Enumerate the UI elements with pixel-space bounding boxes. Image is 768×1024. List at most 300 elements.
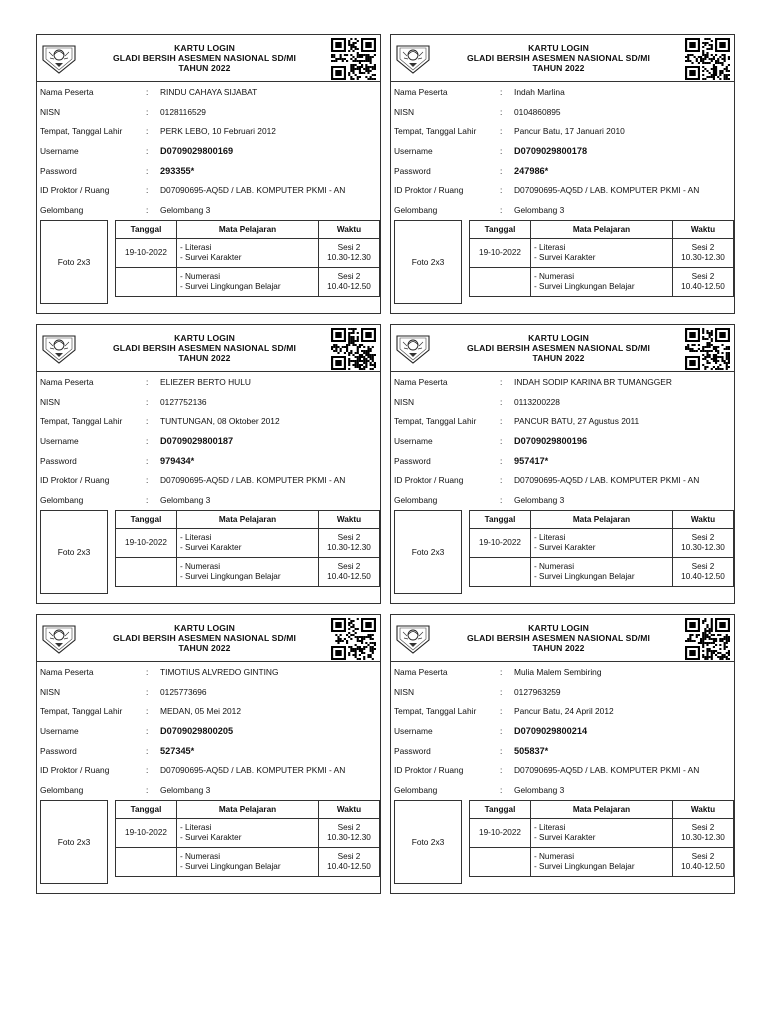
field-label: Nama Peserta	[40, 87, 94, 97]
time-range: 10.40-12.50	[327, 282, 371, 291]
table-header-row	[470, 221, 734, 239]
birth-place-date: Pancur Batu, 24 April 2012	[514, 706, 614, 717]
time-range: 10.40-12.50	[681, 572, 725, 581]
field-label: Tempat, Tanggal Lahir	[40, 416, 123, 427]
field-colon: :	[500, 87, 503, 97]
field-colon: :	[500, 165, 503, 176]
field-label: Gelombang	[40, 785, 84, 796]
field-row-nama	[394, 663, 734, 683]
participant-fields	[394, 663, 734, 801]
card-title	[435, 623, 682, 653]
birth-place-date: TUNTUNGAN, 08 Oktober 2012	[160, 416, 280, 427]
field-label: Username	[40, 146, 79, 157]
title-line: KARTU LOGIN	[528, 333, 589, 343]
subject-line: - Numerasi	[534, 562, 575, 572]
session-label: Sesi 2	[337, 823, 361, 833]
time-range: 10.40-12.50	[327, 862, 371, 871]
schedule-section	[394, 800, 734, 887]
field-label: Password	[394, 455, 431, 466]
participant-fields	[40, 373, 380, 511]
column-header: Tanggal	[470, 801, 531, 819]
field-label: Gelombang	[40, 495, 84, 506]
qr-code-icon	[685, 328, 730, 370]
subject-line: - Numerasi	[534, 272, 575, 282]
field-colon: :	[146, 495, 149, 506]
password-value: 247986*	[514, 165, 549, 176]
session-label: Sesi 2	[337, 272, 361, 282]
time-range: 10.40-12.50	[681, 862, 725, 871]
field-colon: :	[146, 146, 149, 157]
table-row	[470, 558, 734, 587]
subject-line: - Survei Karakter	[180, 833, 242, 842]
column-header: Waktu	[673, 801, 734, 819]
table-header-row	[116, 801, 380, 819]
field-row-nisn	[394, 103, 734, 123]
title-line: TAHUN 2022	[532, 63, 585, 73]
column-header: Mata Pelajaran	[177, 221, 319, 239]
password-value: 293355*	[160, 165, 195, 176]
subject-cell	[531, 529, 673, 558]
time-range: 10.40-12.50	[681, 282, 725, 291]
field-colon: :	[500, 686, 503, 697]
field-label: Tempat, Tanggal Lahir	[40, 706, 123, 717]
field-colon: :	[500, 726, 503, 737]
schedule-section	[40, 510, 380, 597]
qr-code-icon	[331, 618, 376, 660]
column-header: Waktu	[319, 511, 380, 529]
time-cell	[673, 239, 734, 268]
field-row-nama	[40, 373, 380, 393]
time-cell	[319, 819, 380, 848]
field-row-ttl	[394, 412, 734, 432]
field-row-password	[394, 452, 734, 472]
field-label: Password	[40, 455, 77, 466]
field-label: Nama Peserta	[394, 87, 448, 97]
field-label: Username	[394, 146, 433, 157]
column-header: Waktu	[319, 801, 380, 819]
session-label: Sesi 2	[691, 533, 715, 543]
field-label: Tempat, Tanggal Lahir	[40, 126, 123, 137]
field-colon: :	[500, 416, 503, 427]
schedule-table	[115, 800, 380, 877]
field-row-gelombang	[40, 781, 380, 801]
time-range: 10.30-12.30	[327, 543, 371, 552]
field-colon: :	[500, 205, 503, 216]
field-label: ID Proktor / Ruang	[394, 765, 464, 776]
column-header: Tanggal	[116, 221, 177, 239]
column-header: Tanggal	[116, 801, 177, 819]
title-line: TAHUN 2022	[178, 353, 231, 363]
nisn-value: 0125773696	[160, 686, 207, 697]
field-row-nama	[40, 83, 380, 103]
field-colon: :	[146, 87, 149, 97]
password-value: 979434*	[160, 455, 195, 466]
schedule-table	[469, 510, 734, 587]
date-cell: 19-10-2022	[116, 529, 177, 558]
field-row-proktor	[40, 181, 380, 201]
photo-placeholder: Foto 2x3	[40, 220, 108, 304]
field-colon: :	[146, 726, 149, 737]
field-row-nisn	[40, 683, 380, 703]
card-title	[435, 43, 682, 73]
subject-line: - Numerasi	[534, 852, 575, 862]
field-colon: :	[146, 475, 149, 486]
date-cell	[470, 558, 531, 587]
nisn-value: 0113200228	[514, 396, 560, 407]
field-colon: :	[500, 146, 503, 157]
participant-name: Mulia Malem Sembiring	[514, 667, 602, 677]
time-cell	[673, 529, 734, 558]
qr-code-icon	[331, 328, 376, 370]
field-row-username	[40, 722, 380, 742]
time-cell	[319, 529, 380, 558]
schedule-section	[40, 220, 380, 307]
subject-cell	[177, 558, 319, 587]
subject-cell	[177, 529, 319, 558]
participant-fields	[394, 83, 734, 221]
column-header: Mata Pelajaran	[531, 801, 673, 819]
field-colon: :	[500, 785, 503, 796]
subject-line: - Survei Lingkungan Belajar	[180, 572, 281, 581]
subject-line: - Numerasi	[180, 272, 221, 282]
field-colon: :	[500, 745, 503, 756]
table-header-row	[116, 511, 380, 529]
nisn-value: 0104860895	[514, 106, 561, 117]
nisn-value: 0127752136	[160, 396, 207, 407]
participant-name: TIMOTIUS ALVREDO GINTING	[160, 667, 279, 677]
field-colon: :	[146, 745, 149, 756]
column-header: Mata Pelajaran	[531, 221, 673, 239]
birth-place-date: PANCUR BATU, 27 Agustus 2011	[514, 416, 640, 427]
field-colon: :	[146, 416, 149, 427]
field-row-password	[40, 742, 380, 762]
field-row-proktor	[40, 471, 380, 491]
nisn-value: 0128116529	[160, 106, 206, 117]
card-header	[37, 35, 380, 82]
login-card	[390, 614, 735, 894]
participant-name: ELIEZER BERTO HULU	[160, 377, 251, 387]
subject-line: - Literasi	[180, 243, 212, 253]
field-row-nisn	[40, 393, 380, 413]
tut-wuri-handayani-logo-icon	[395, 622, 431, 654]
participant-name: INDAH SODIP KARINA BR TUMANGGER	[514, 377, 672, 387]
title-line: GLADI BERSIH ASESMEN NASIONAL SD/MI	[112, 53, 297, 63]
field-row-nisn	[394, 393, 734, 413]
card-header	[37, 615, 380, 662]
session-label: Sesi 2	[691, 272, 715, 282]
table-header-row	[116, 221, 380, 239]
subject-line: - Literasi	[534, 823, 566, 833]
session-label: Sesi 2	[691, 562, 715, 572]
field-label: NISN	[394, 106, 415, 117]
field-label: Password	[40, 165, 77, 176]
field-row-nisn	[394, 683, 734, 703]
title-line: KARTU LOGIN	[528, 43, 589, 53]
date-cell	[116, 848, 177, 877]
field-label: Nama Peserta	[40, 667, 94, 677]
field-colon: :	[500, 455, 503, 466]
field-colon: :	[500, 667, 503, 677]
qr-code-icon	[685, 38, 730, 80]
field-label: Nama Peserta	[394, 377, 448, 387]
field-colon: :	[146, 126, 149, 137]
title-line: GLADI BERSIH ASESMEN NASIONAL SD/MI	[466, 53, 651, 63]
session-label: Sesi 2	[337, 562, 361, 572]
login-card	[390, 324, 735, 604]
table-row	[116, 529, 380, 558]
field-colon: :	[500, 765, 503, 776]
card-title	[81, 43, 328, 73]
title-line: KARTU LOGIN	[174, 333, 235, 343]
field-label: Username	[40, 726, 79, 737]
subject-cell	[531, 819, 673, 848]
field-colon: :	[146, 396, 149, 407]
participant-name: RINDU CAHAYA SIJABAT	[160, 87, 258, 97]
table-row	[116, 848, 380, 877]
subject-line: - Literasi	[534, 533, 566, 543]
time-cell	[673, 819, 734, 848]
wave-value: Gelombang 3	[160, 785, 211, 796]
subject-cell	[177, 848, 319, 877]
username-value: D0709029800205	[160, 726, 234, 737]
date-cell	[470, 268, 531, 297]
proctor-room: D07090695-AQ5D / LAB. KOMPUTER PKMI - AN	[160, 475, 346, 486]
field-label: Tempat, Tanggal Lahir	[394, 706, 477, 717]
field-row-username	[394, 722, 734, 742]
subject-line: - Literasi	[180, 533, 212, 543]
time-cell	[673, 848, 734, 877]
proctor-room: D07090695-AQ5D / LAB. KOMPUTER PKMI - AN	[514, 185, 700, 196]
time-cell	[319, 268, 380, 297]
proctor-room: D07090695-AQ5D / LAB. KOMPUTER PKMI - AN	[514, 475, 700, 486]
field-row-username	[394, 142, 734, 162]
subject-cell	[531, 558, 673, 587]
field-colon: :	[500, 106, 503, 117]
photo-placeholder: Foto 2x3	[40, 800, 108, 884]
field-row-ttl	[40, 122, 380, 142]
card-title	[435, 333, 682, 363]
field-label: ID Proktor / Ruang	[40, 765, 110, 776]
subject-line: - Literasi	[180, 823, 212, 833]
qr-code-icon	[331, 38, 376, 80]
schedule-table	[115, 220, 380, 297]
field-label: ID Proktor / Ruang	[394, 185, 464, 196]
wave-value: Gelombang 3	[160, 495, 211, 506]
subject-cell	[531, 239, 673, 268]
subject-line: - Survei Lingkungan Belajar	[180, 862, 281, 871]
subject-line: - Survei Karakter	[180, 253, 242, 262]
field-label: Gelombang	[40, 205, 84, 216]
title-line: GLADI BERSIH ASESMEN NASIONAL SD/MI	[466, 633, 651, 643]
column-header: Mata Pelajaran	[531, 511, 673, 529]
username-value: D0709029800196	[514, 436, 588, 447]
time-cell	[673, 558, 734, 587]
field-row-ttl	[40, 412, 380, 432]
session-label: Sesi 2	[337, 243, 361, 253]
field-colon: :	[500, 377, 503, 387]
field-colon: :	[146, 667, 149, 677]
login-card	[36, 324, 381, 604]
subject-line: - Survei Karakter	[534, 833, 596, 842]
time-cell	[673, 268, 734, 297]
photo-placeholder: Foto 2x3	[394, 510, 462, 594]
photo-placeholder: Foto 2x3	[40, 510, 108, 594]
subject-line: - Survei Lingkungan Belajar	[534, 862, 635, 871]
subject-line: - Survei Karakter	[180, 543, 242, 552]
field-colon: :	[500, 475, 503, 486]
subject-cell	[531, 268, 673, 297]
field-colon: :	[500, 126, 503, 137]
photo-placeholder: Foto 2x3	[394, 220, 462, 304]
tut-wuri-handayani-logo-icon	[395, 42, 431, 74]
schedule-table	[469, 220, 734, 297]
field-row-username	[40, 432, 380, 452]
birth-place-date: MEDAN, 05 Mei 2012	[160, 706, 241, 717]
date-cell: 19-10-2022	[116, 819, 177, 848]
field-colon: :	[500, 436, 503, 447]
field-label: Password	[394, 165, 431, 176]
field-label: Tempat, Tanggal Lahir	[394, 126, 477, 137]
username-value: D0709029800214	[514, 726, 588, 737]
field-colon: :	[146, 106, 149, 117]
field-colon: :	[146, 706, 149, 717]
nisn-value: 0127963259	[514, 686, 561, 697]
subject-line: - Literasi	[534, 243, 566, 253]
proctor-room: D07090695-AQ5D / LAB. KOMPUTER PKMI - AN	[160, 185, 346, 196]
subject-line: - Survei Karakter	[534, 253, 596, 262]
title-line: GLADI BERSIH ASESMEN NASIONAL SD/MI	[466, 343, 651, 353]
participant-name: Indah Marlina	[514, 87, 565, 97]
table-row	[116, 558, 380, 587]
field-row-password	[40, 162, 380, 182]
login-card	[36, 34, 381, 314]
subject-line: - Survei Karakter	[534, 543, 596, 552]
username-value: D0709029800178	[514, 146, 588, 157]
subject-line: - Numerasi	[180, 562, 221, 572]
session-label: Sesi 2	[691, 852, 715, 862]
table-row	[470, 239, 734, 268]
tut-wuri-handayani-logo-icon	[395, 332, 431, 364]
table-row	[470, 268, 734, 297]
column-header: Tanggal	[470, 511, 531, 529]
subject-cell	[177, 268, 319, 297]
field-row-username	[394, 432, 734, 452]
field-row-proktor	[394, 181, 734, 201]
field-colon: :	[146, 686, 149, 697]
birth-place-date: Pancur Batu, 17 Januari 2010	[514, 126, 625, 137]
field-row-gelombang	[394, 491, 734, 511]
schedule-section	[40, 800, 380, 887]
field-row-proktor	[40, 761, 380, 781]
subject-cell	[177, 239, 319, 268]
username-value: D0709029800187	[160, 436, 234, 447]
field-row-password	[40, 452, 380, 472]
title-line: GLADI BERSIH ASESMEN NASIONAL SD/MI	[112, 343, 297, 353]
time-range: 10.30-12.30	[681, 253, 725, 262]
field-colon: :	[146, 765, 149, 776]
participant-fields	[394, 373, 734, 511]
card-header	[391, 325, 734, 372]
wave-value: Gelombang 3	[514, 785, 565, 796]
title-line: KARTU LOGIN	[174, 623, 235, 633]
column-header: Tanggal	[470, 221, 531, 239]
field-label: ID Proktor / Ruang	[40, 185, 110, 196]
field-label: Tempat, Tanggal Lahir	[394, 416, 477, 427]
table-header-row	[470, 801, 734, 819]
column-header: Waktu	[673, 511, 734, 529]
password-value: 957417*	[514, 455, 549, 466]
time-range: 10.30-12.30	[327, 253, 371, 262]
field-row-nama	[394, 83, 734, 103]
card-header	[37, 325, 380, 372]
field-label: ID Proktor / Ruang	[40, 475, 110, 486]
session-label: Sesi 2	[691, 823, 715, 833]
field-label: Gelombang	[394, 785, 438, 796]
subject-cell	[177, 819, 319, 848]
field-colon: :	[500, 185, 503, 196]
field-colon: :	[146, 436, 149, 447]
qr-code-icon	[685, 618, 730, 660]
time-cell	[319, 239, 380, 268]
schedule-table	[115, 510, 380, 587]
username-value: D0709029800169	[160, 146, 234, 157]
birth-place-date: PERK LEBO, 10 Februari 2012	[160, 126, 276, 137]
date-cell	[470, 848, 531, 877]
title-line: TAHUN 2022	[532, 643, 585, 653]
schedule-section	[394, 220, 734, 307]
field-colon: :	[500, 706, 503, 717]
field-row-proktor	[394, 761, 734, 781]
field-row-username	[40, 142, 380, 162]
wave-value: Gelombang 3	[514, 205, 565, 216]
subject-line: - Survei Lingkungan Belajar	[180, 282, 281, 291]
card-title	[81, 333, 328, 363]
table-row	[470, 819, 734, 848]
column-header: Waktu	[673, 221, 734, 239]
field-row-nama	[40, 663, 380, 683]
card-header	[391, 35, 734, 82]
participant-fields	[40, 83, 380, 221]
column-header: Mata Pelajaran	[177, 511, 319, 529]
column-header: Waktu	[319, 221, 380, 239]
field-label: Username	[394, 726, 433, 737]
field-label: Username	[40, 436, 79, 447]
field-label: Nama Peserta	[394, 667, 448, 677]
date-cell: 19-10-2022	[470, 239, 531, 268]
field-row-gelombang	[40, 491, 380, 511]
time-cell	[319, 558, 380, 587]
field-colon: :	[146, 377, 149, 387]
field-row-gelombang	[394, 781, 734, 801]
field-row-gelombang	[394, 201, 734, 221]
field-colon: :	[500, 396, 503, 407]
date-cell	[116, 558, 177, 587]
field-row-ttl	[394, 122, 734, 142]
schedule-section	[394, 510, 734, 597]
table-row	[116, 819, 380, 848]
date-cell	[116, 268, 177, 297]
time-cell	[319, 848, 380, 877]
subject-cell	[531, 848, 673, 877]
field-label: NISN	[40, 106, 61, 117]
title-line: KARTU LOGIN	[528, 623, 589, 633]
field-label: NISN	[40, 686, 61, 697]
login-card	[36, 614, 381, 894]
time-range: 10.30-12.30	[327, 833, 371, 842]
proctor-room: D07090695-AQ5D / LAB. KOMPUTER PKMI - AN	[514, 765, 700, 776]
field-colon: :	[146, 785, 149, 796]
field-label: Gelombang	[394, 205, 438, 216]
